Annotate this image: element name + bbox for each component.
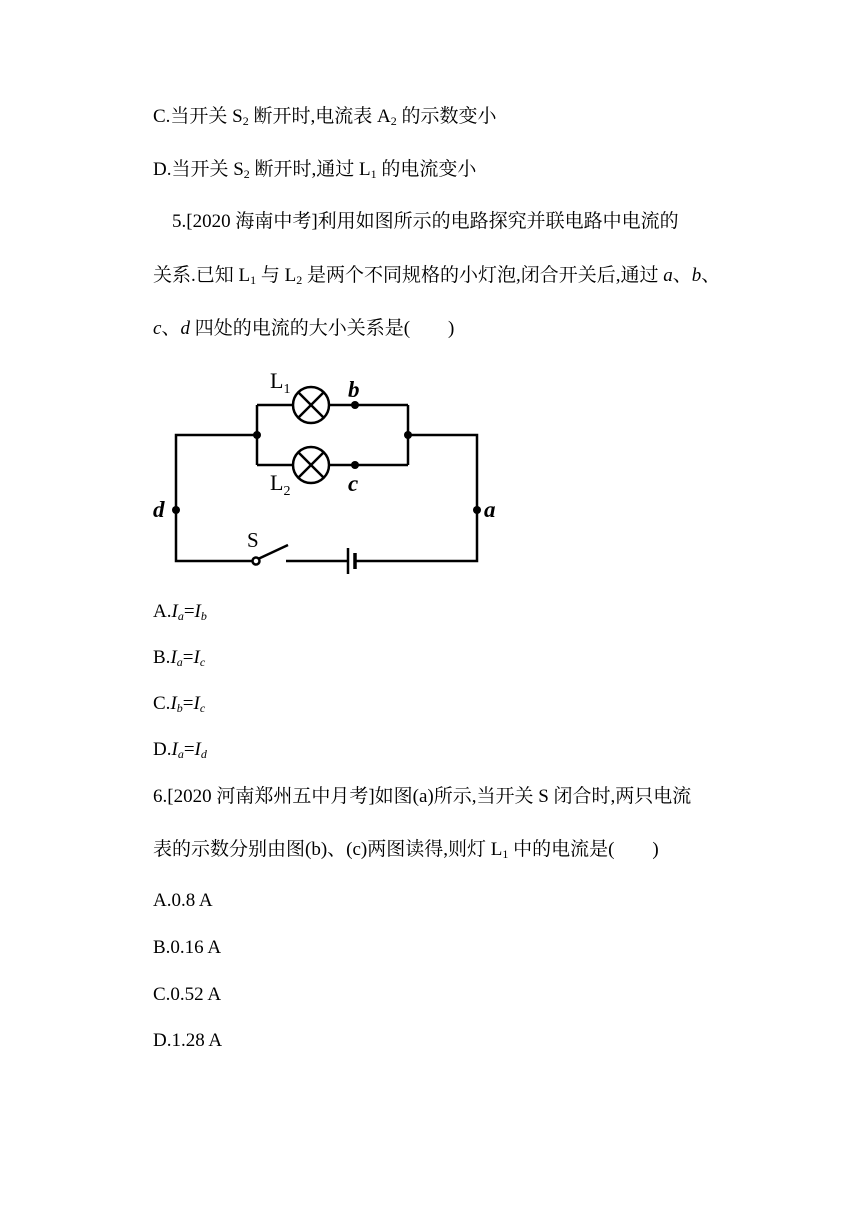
- q5-stem-line2: 关系.已知 $L_1$ 与 $L_2$ 是两个不同规格的小灯泡,闭合开关后,通过 a、b、: [153, 265, 721, 287]
- q6-option-d: D.1.28 A: [153, 1030, 223, 1051]
- q5-option-a: $A.I_a=I_b$: [153, 601, 207, 623]
- q5-option-c: $C.I_b=I_c$: [153, 693, 206, 715]
- q5-stem-line1: 5.[2020 海南中考]利用如图所示的电路探究并联电路中电流的: [172, 211, 679, 232]
- label-l1: $L_1$: [270, 368, 291, 397]
- q4-option-d: D.当开关 $S_2$ 断开时,通过 $L_1$ 的电流变小: [153, 159, 477, 181]
- q6-stem-line2: 表的示数分别由图(b)、(c)两图读得,则灯 $L_1$ 中的电流是( ): [153, 839, 659, 861]
- q5-option-b: $B.I_a=I_c$: [153, 647, 206, 669]
- label-c: c: [348, 471, 359, 496]
- q6-stem-line1: 6.[2020 河南郑州五中月考]如图(a)所示,当开关 S 闭合时,两只电流: [153, 786, 692, 807]
- q6-option-c: C.0.52 A: [153, 984, 222, 1005]
- q6-option-a: A.0.8 A: [153, 890, 213, 911]
- label-a: a: [484, 497, 496, 522]
- wire-left: [176, 435, 257, 561]
- q5-option-d: $D.I_a=I_d$: [153, 739, 207, 761]
- switch-blade: [258, 545, 288, 559]
- junction-dot-left: [253, 431, 261, 439]
- point-c-dot: [351, 461, 359, 469]
- q6-option-b: B.0.16 A: [153, 937, 222, 958]
- junction-dot-right: [404, 431, 412, 439]
- point-d-dot: [172, 506, 180, 514]
- q4-option-c: C.当开关 $S_2$ 断开时,电流表 $A_2$ 的示数变小: [153, 106, 497, 128]
- point-b-dot: [351, 401, 359, 409]
- label-l2: $L_2$: [270, 470, 291, 499]
- label-b: b: [348, 377, 360, 402]
- point-a-dot: [473, 506, 481, 514]
- wire-right: [355, 435, 477, 561]
- label-d: d: [153, 497, 165, 522]
- label-switch-s: S: [247, 528, 259, 552]
- parallel-circuit-diagram: [0, 0, 860, 600]
- q5-stem-line3: c、d 四处的电流的大小关系是( ): [153, 318, 455, 339]
